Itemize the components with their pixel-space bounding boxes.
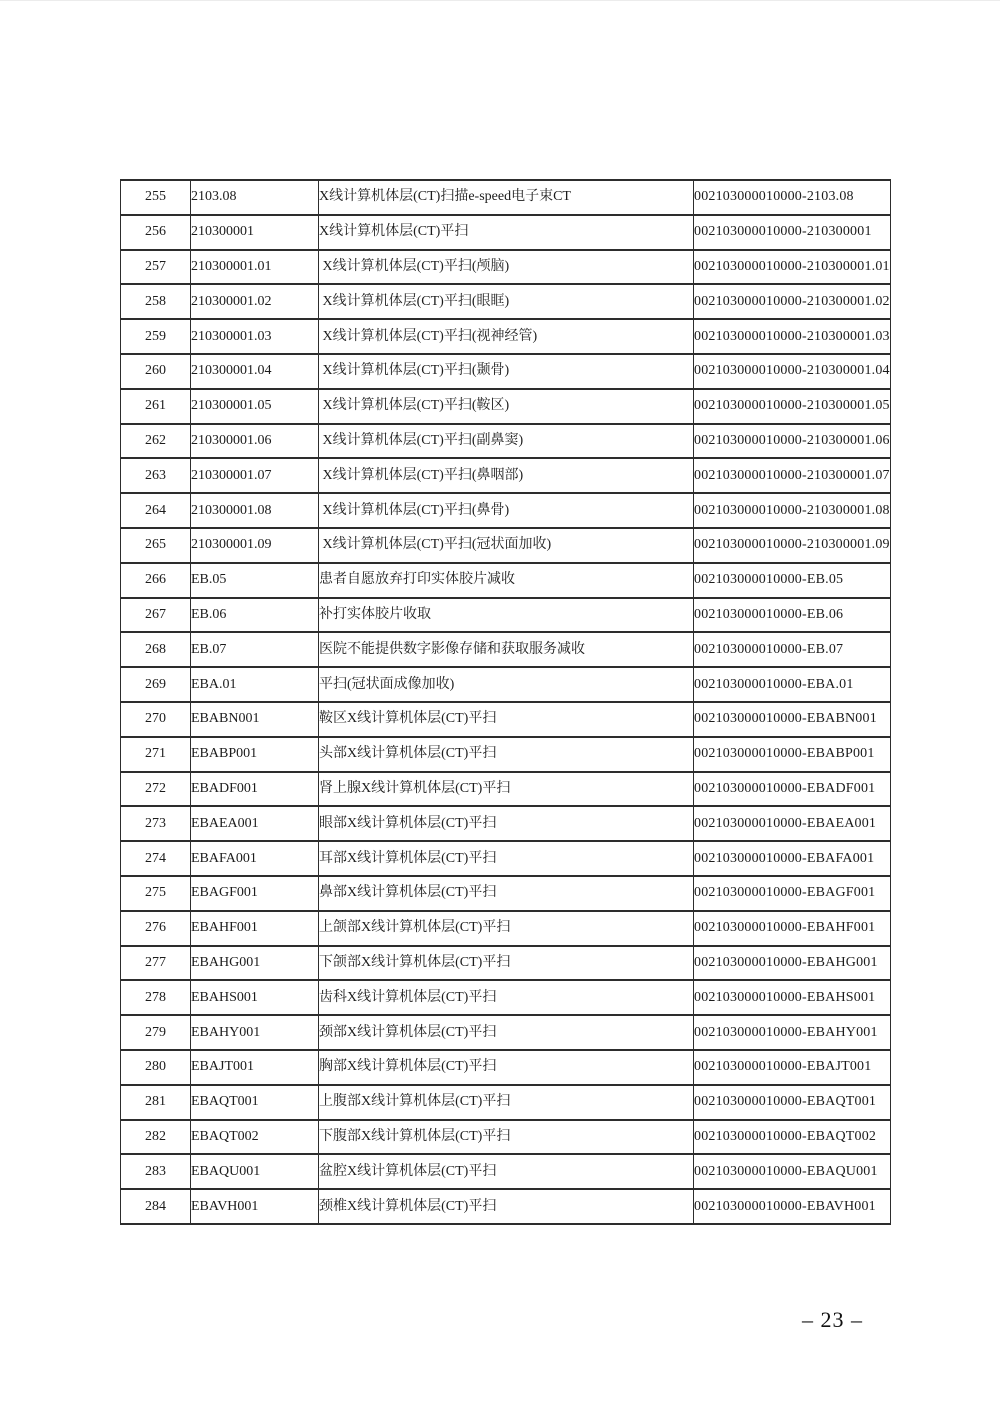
cell-item-name: 上腹部X线计算机体层(CT)平扫	[319, 1085, 694, 1120]
table-row	[121, 1189, 891, 1224]
table-row	[121, 1154, 891, 1189]
cell-item-code: EBAGF001	[191, 876, 319, 911]
cell-item-name: 鼻部X线计算机体层(CT)平扫	[319, 876, 694, 911]
cell-full-code: 002103000010000-EB.07	[694, 632, 891, 667]
cell-item-code: EBAFA001	[191, 841, 319, 876]
cell-full-code: 002103000010000-EBAQT001	[694, 1085, 891, 1120]
table-row	[121, 772, 891, 807]
cell-full-code: 002103000010000-210300001.08	[694, 493, 891, 528]
cell-full-code: 002103000010000-EBABP001	[694, 737, 891, 772]
table-row	[121, 876, 891, 911]
cell-row-number: 261	[121, 389, 191, 424]
cell-item-code: EBAJT001	[191, 1050, 319, 1085]
cell-full-code: 002103000010000-210300001.03	[694, 319, 891, 354]
cell-full-code: 002103000010000-EBAHF001	[694, 911, 891, 946]
cell-item-name: 下腹部X线计算机体层(CT)平扫	[319, 1120, 694, 1155]
cell-row-number: 270	[121, 702, 191, 737]
cell-full-code: 002103000010000-210300001.09	[694, 528, 891, 563]
cell-item-code: EBAQT001	[191, 1085, 319, 1120]
cell-full-code: 002103000010000-210300001.07	[694, 458, 891, 493]
cell-item-name: 颈部X线计算机体层(CT)平扫	[319, 1015, 694, 1050]
cell-item-name: 上颌部X线计算机体层(CT)平扫	[319, 911, 694, 946]
cell-full-code: 002103000010000-EBA.01	[694, 667, 891, 702]
cell-full-code: 002103000010000-EBAQT002	[694, 1120, 891, 1155]
cell-full-code: 002103000010000-EB.05	[694, 563, 891, 598]
cell-item-code: 210300001.03	[191, 319, 319, 354]
table-row	[121, 598, 891, 633]
fee-items-table	[120, 179, 891, 1225]
cell-item-code: EB.06	[191, 598, 319, 633]
cell-row-number: 260	[121, 354, 191, 389]
cell-row-number: 278	[121, 980, 191, 1015]
cell-full-code: 002103000010000-210300001.06	[694, 424, 891, 459]
cell-item-name: 医院不能提供数字影像存储和获取服务减收	[319, 632, 694, 667]
table-row	[121, 250, 891, 285]
cell-row-number: 281	[121, 1085, 191, 1120]
cell-row-number: 282	[121, 1120, 191, 1155]
cell-row-number: 269	[121, 667, 191, 702]
cell-item-code: 210300001.01	[191, 250, 319, 285]
cell-item-code: 210300001.08	[191, 493, 319, 528]
cell-item-name: 眼部X线计算机体层(CT)平扫	[319, 806, 694, 841]
cell-row-number: 267	[121, 598, 191, 633]
cell-item-code: EBAHG001	[191, 946, 319, 981]
cell-item-name: 下颌部X线计算机体层(CT)平扫	[319, 946, 694, 981]
cell-item-code: EBAQU001	[191, 1154, 319, 1189]
cell-item-code: EBA.01	[191, 667, 319, 702]
cell-item-name: X线计算机体层(CT)平扫	[319, 215, 694, 250]
cell-row-number: 273	[121, 806, 191, 841]
cell-item-name: 肾上腺X线计算机体层(CT)平扫	[319, 772, 694, 807]
cell-item-name: X线计算机体层(CT)平扫(副鼻窦)	[319, 424, 694, 459]
table-row	[121, 354, 891, 389]
cell-full-code: 002103000010000-210300001	[694, 215, 891, 250]
cell-full-code: 002103000010000-EBAJT001	[694, 1050, 891, 1085]
table-row	[121, 1085, 891, 1120]
table-row	[121, 319, 891, 354]
cell-full-code: 002103000010000-2103.08	[694, 180, 891, 215]
cell-item-code: EBAQT002	[191, 1120, 319, 1155]
cell-item-name: 耳部X线计算机体层(CT)平扫	[319, 841, 694, 876]
cell-full-code: 002103000010000-EBADF001	[694, 772, 891, 807]
cell-item-code: 210300001.07	[191, 458, 319, 493]
cell-item-code: EB.05	[191, 563, 319, 598]
table-row	[121, 424, 891, 459]
cell-full-code: 002103000010000-EBAEA001	[694, 806, 891, 841]
cell-row-number: 271	[121, 737, 191, 772]
cell-item-name: X线计算机体层(CT)扫描e-speed电子束CT	[319, 180, 694, 215]
cell-item-code: 210300001.09	[191, 528, 319, 563]
cell-item-name: 颈椎X线计算机体层(CT)平扫	[319, 1189, 694, 1224]
cell-row-number: 272	[121, 772, 191, 807]
cell-item-code: 210300001.05	[191, 389, 319, 424]
cell-full-code: 002103000010000-210300001.05	[694, 389, 891, 424]
cell-row-number: 268	[121, 632, 191, 667]
cell-full-code: 002103000010000-EBAGF001	[694, 876, 891, 911]
cell-full-code: 002103000010000-EBAFA001	[694, 841, 891, 876]
cell-full-code: 002103000010000-EBAHY001	[694, 1015, 891, 1050]
cell-full-code: 002103000010000-EB.06	[694, 598, 891, 633]
table-row	[121, 806, 891, 841]
table-row	[121, 180, 891, 215]
cell-item-code: 210300001.02	[191, 284, 319, 319]
table-row	[121, 1050, 891, 1085]
cell-item-name: 胸部X线计算机体层(CT)平扫	[319, 1050, 694, 1085]
cell-item-code: EBAVH001	[191, 1189, 319, 1224]
table-row	[121, 284, 891, 319]
cell-row-number: 279	[121, 1015, 191, 1050]
cell-full-code: 002103000010000-210300001.01	[694, 250, 891, 285]
table-row	[121, 946, 891, 981]
cell-row-number: 256	[121, 215, 191, 250]
cell-item-name: X线计算机体层(CT)平扫(眼眶)	[319, 284, 694, 319]
cell-item-name: X线计算机体层(CT)平扫(颅脑)	[319, 250, 694, 285]
cell-row-number: 277	[121, 946, 191, 981]
table-row	[121, 737, 891, 772]
cell-row-number: 259	[121, 319, 191, 354]
cell-row-number: 284	[121, 1189, 191, 1224]
cell-row-number: 283	[121, 1154, 191, 1189]
cell-full-code: 002103000010000-EBAVH001	[694, 1189, 891, 1224]
cell-row-number: 276	[121, 911, 191, 946]
cell-full-code: 002103000010000-EBABN001	[694, 702, 891, 737]
cell-row-number: 280	[121, 1050, 191, 1085]
cell-item-code: 2103.08	[191, 180, 319, 215]
cell-row-number: 255	[121, 180, 191, 215]
cell-item-name: 齿科X线计算机体层(CT)平扫	[319, 980, 694, 1015]
fee-table-wrap	[120, 179, 890, 1225]
cell-item-name: 患者自愿放弃打印实体胶片减收	[319, 563, 694, 598]
cell-item-code: EBABP001	[191, 737, 319, 772]
cell-item-name: X线计算机体层(CT)平扫(冠状面加收)	[319, 528, 694, 563]
cell-item-name: X线计算机体层(CT)平扫(鼻咽部)	[319, 458, 694, 493]
cell-item-code: 210300001.06	[191, 424, 319, 459]
cell-item-code: EBAEA001	[191, 806, 319, 841]
cell-row-number: 263	[121, 458, 191, 493]
cell-item-name: 头部X线计算机体层(CT)平扫	[319, 737, 694, 772]
cell-item-code: EBAHY001	[191, 1015, 319, 1050]
table-row	[121, 493, 891, 528]
cell-full-code: 002103000010000-EBAHS001	[694, 980, 891, 1015]
cell-item-name: 平扫(冠状面成像加收)	[319, 667, 694, 702]
cell-row-number: 266	[121, 563, 191, 598]
cell-item-name: X线计算机体层(CT)平扫(颞骨)	[319, 354, 694, 389]
table-row	[121, 215, 891, 250]
cell-item-code: 210300001	[191, 215, 319, 250]
cell-item-code: EBABN001	[191, 702, 319, 737]
cell-row-number: 258	[121, 284, 191, 319]
cell-full-code: 002103000010000-210300001.02	[694, 284, 891, 319]
cell-row-number: 274	[121, 841, 191, 876]
cell-row-number: 264	[121, 493, 191, 528]
cell-full-code: 002103000010000-EBAHG001	[694, 946, 891, 981]
table-row	[121, 841, 891, 876]
table-row	[121, 667, 891, 702]
table-row	[121, 702, 891, 737]
cell-item-code: EBADF001	[191, 772, 319, 807]
table-row	[121, 458, 891, 493]
cell-item-code: 210300001.04	[191, 354, 319, 389]
cell-row-number: 275	[121, 876, 191, 911]
page-number: – 23 –	[802, 1307, 863, 1332]
table-row	[121, 1015, 891, 1050]
table-row	[121, 1120, 891, 1155]
table-row	[121, 563, 891, 598]
cell-item-name: 鞍区X线计算机体层(CT)平扫	[319, 702, 694, 737]
cell-item-name: X线计算机体层(CT)平扫(视神经管)	[319, 319, 694, 354]
cell-item-name: X线计算机体层(CT)平扫(鞍区)	[319, 389, 694, 424]
cell-row-number: 265	[121, 528, 191, 563]
cell-row-number: 262	[121, 424, 191, 459]
table-row	[121, 911, 891, 946]
table-row	[121, 980, 891, 1015]
table-row	[121, 389, 891, 424]
cell-item-name: 补打实体胶片收取	[319, 598, 694, 633]
cell-full-code: 002103000010000-210300001.04	[694, 354, 891, 389]
cell-item-code: EBAHF001	[191, 911, 319, 946]
cell-item-code: EB.07	[191, 632, 319, 667]
cell-item-name: 盆腔X线计算机体层(CT)平扫	[319, 1154, 694, 1189]
table-row	[121, 632, 891, 667]
cell-item-name: X线计算机体层(CT)平扫(鼻骨)	[319, 493, 694, 528]
table-row	[121, 528, 891, 563]
cell-item-code: EBAHS001	[191, 980, 319, 1015]
cell-full-code: 002103000010000-EBAQU001	[694, 1154, 891, 1189]
cell-row-number: 257	[121, 250, 191, 285]
